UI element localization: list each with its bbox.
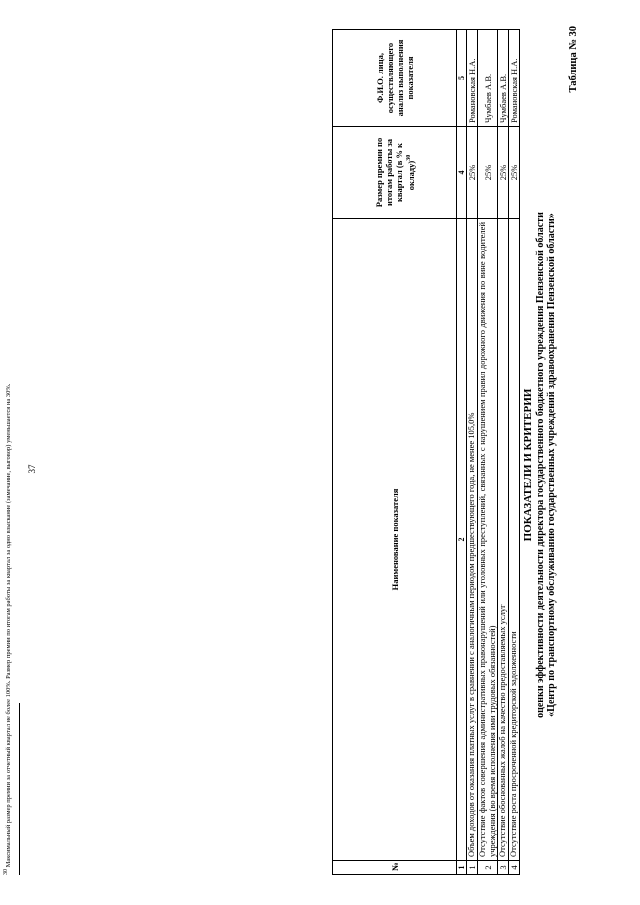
footnote: [3, 384, 12, 875]
footnote-text: Максимальный размер премии за отчетный квартал не более 100%. Размер премии по итогам работы за квартал за одно взыскание (замечание, выговор) уменьшается на 30%.: [5, 383, 13, 868]
row-no: 1: [467, 861, 478, 875]
row-indicator: Отсутствие фактов совершения административных правонарушений или уголовных преступлений, связанных с нарушением правил дорожного движения по вине водителей учреждения (во время исполнения ими трудовых обязанностей): [478, 219, 498, 861]
title-line-2: «Центр по транспортному обслуживанию государственных учреждений здравоохранения Пензенской области»: [546, 213, 557, 717]
column-numbers-row: [457, 30, 467, 875]
table-row: [467, 30, 478, 875]
row-person: Романовская Н.А.: [467, 30, 478, 127]
header-bonus: [333, 127, 457, 219]
document-title-block: [523, 55, 557, 875]
column-number: 5: [457, 30, 467, 127]
row-person: Романовская Н.А.: [509, 30, 520, 127]
table-row: [509, 30, 520, 875]
row-indicator: Отсутствие обоснованных жалоб на качество предоставляемых услуг: [498, 219, 509, 861]
header-person: Ф.И.О. лица, осуществляющего анализ выполнения показателя: [333, 30, 457, 127]
column-number: 4: [457, 127, 467, 219]
row-bonus: 25%: [509, 127, 520, 219]
row-person: Чумбаев А.В.: [498, 30, 509, 127]
table-label: Таблица № 30: [568, 26, 579, 93]
header-indicator: Наименование показателя: [333, 219, 457, 861]
page-number: 37: [27, 464, 37, 474]
row-indicator: Отсутствие роста просроченной кредиторской задолженности: [509, 219, 520, 861]
row-bonus: 25%: [498, 127, 509, 219]
row-no: 2: [478, 861, 498, 875]
table-row: [498, 30, 509, 875]
row-person: Чумбаев А.В.: [478, 30, 498, 127]
footnote-ref: 30: [405, 154, 412, 161]
footnote-marker: 30: [3, 869, 9, 875]
footnote-separator: [19, 703, 20, 875]
header-bonus-text: Размер премии по итогам работы за квартал (в % к окладу): [373, 137, 416, 208]
indicators-table: [332, 29, 520, 875]
table-header-row: [333, 30, 457, 875]
column-number: 1: [457, 861, 467, 875]
table-row: [478, 30, 498, 875]
row-no: 4: [509, 861, 520, 875]
row-bonus: 25%: [467, 127, 478, 219]
row-indicator: Объем доходов от оказания платных услуг в сравнении с аналогичным периодом предшествующего года, не менее 105,0%: [467, 219, 478, 861]
row-bonus: 25%: [478, 127, 498, 219]
header-no: №: [333, 861, 457, 875]
title-main: ПОКАЗАТЕЛИ И КРИТЕРИИ: [522, 388, 534, 542]
row-no: 3: [498, 861, 509, 875]
title-line-1: оценки эффективности деятельности директора государственного бюджетного учреждения Пензенской области: [535, 212, 546, 718]
column-number: 2: [457, 219, 467, 861]
